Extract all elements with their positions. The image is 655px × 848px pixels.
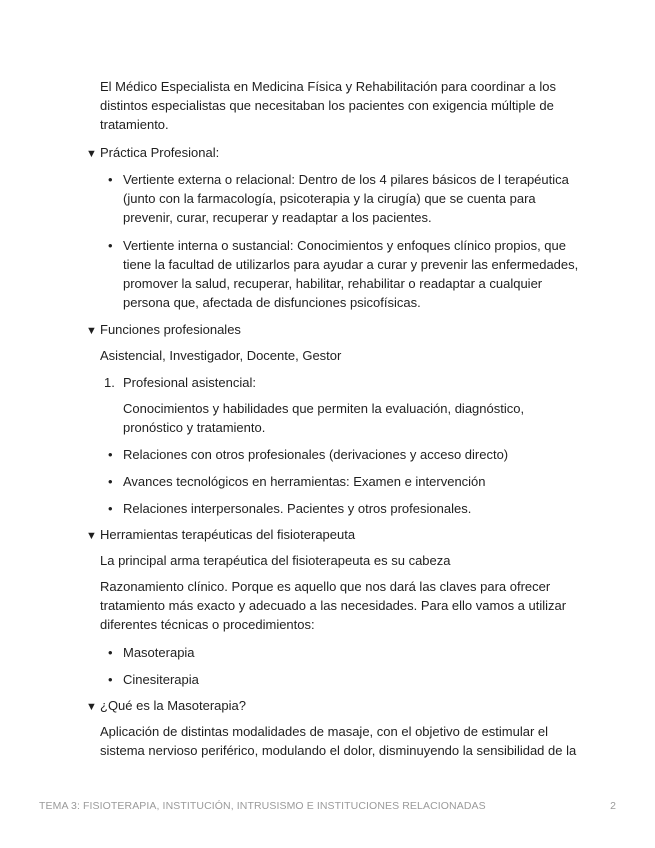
footer-title: TEMA 3: FISIOTERAPIA, INSTITUCIÓN, INTRUSISMO E INSTITUCIONES RELACIONADAS <box>39 800 486 812</box>
bullet-icon: • <box>108 474 113 489</box>
numbered-detail-line-1: Conocimientos y habilidades que permiten la evaluación, diagnóstico, <box>123 401 525 416</box>
practica-bullet-2-line-2: tiene la facultad de utilizarlos para ayudar a curar y prevenir las enfermedades, <box>123 257 579 272</box>
toggle-que-es-masoterapia[interactable] <box>86 696 246 718</box>
bullet-icon: • <box>108 172 113 187</box>
bullet-icon: • <box>108 238 113 253</box>
page-number: 2 <box>610 800 616 812</box>
intro-line-3: tratamiento. <box>100 117 169 132</box>
intro-line-1: El Médico Especialista en Medicina Física y Rehabilitación para coordinar a los <box>100 79 556 94</box>
herramientas-para-1: La principal arma terapéutica del fisioterapeuta es su cabeza <box>100 553 451 568</box>
funciones-bullet-2: Avances tecnológicos en herramientas: Examen e intervención <box>123 474 486 489</box>
herramientas-para-2-line-2: tratamiento más exacto y adecuado a las necesidades. Para ello vamos a utilizar <box>100 598 567 613</box>
funciones-summary: Asistencial, Investigador, Docente, Gestor <box>100 348 342 363</box>
bullet-icon: • <box>108 447 113 462</box>
practica-bullet-1-line-2: (junto con la farmacología, psicoterapia y la cirugía) que se cuenta para <box>123 191 536 206</box>
herramientas-bullet-1: Masoterapia <box>123 645 195 660</box>
masoterapia-para-line-2: sistema nervioso periférico, modulando el dolor, disminuyendo la sensibilidad de la <box>100 743 577 758</box>
practica-bullet-2-line-3: promover la salud, recuperar, habilitar, rehabilitar o readaptar a cualquier <box>123 276 543 291</box>
bullet-icon: • <box>108 501 113 516</box>
toggle-practica-profesional[interactable] <box>86 143 219 165</box>
masoterapia-para-line-1: Aplicación de distintas modalidades de masaje, con el objetivo de estimular el <box>100 724 549 739</box>
triangle-down-icon: ▼ <box>86 325 97 337</box>
triangle-down-icon: ▼ <box>86 701 97 713</box>
funciones-bullet-1: Relaciones con otros profesionales (derivaciones y acceso directo) <box>123 447 509 462</box>
triangle-down-icon: ▼ <box>86 530 97 542</box>
toggle-heading: Funciones profesionales <box>100 322 241 337</box>
toggle-herramientas-terapeuticas[interactable] <box>86 525 355 547</box>
herramientas-para-2-line-1: Razonamiento clínico. Porque es aquello que nos dará las claves para ofrecer <box>100 579 551 594</box>
practica-bullet-1-line-1: Vertiente externa o relacional: Dentro de los 4 pilares básicos de l terapéutica <box>123 172 569 187</box>
herramientas-para-2-line-3: diferentes técnicas o procedimientos: <box>100 617 315 632</box>
triangle-down-icon: ▼ <box>86 148 97 160</box>
toggle-heading: Herramientas terapéuticas del fisioterapeuta <box>100 527 356 542</box>
bullet-icon: • <box>108 645 113 660</box>
practica-bullet-1-line-3: prevenir, curar, recuperar y readaptar a los pacientes. <box>123 210 432 225</box>
toggle-funciones-profesionales[interactable] <box>86 320 241 342</box>
toggle-heading: Práctica Profesional: <box>100 145 220 160</box>
intro-line-2: distintos especialistas que necesitaban los pacientes con exigencia múltiple de <box>100 98 554 113</box>
toggle-heading: ¿Qué es la Masoterapia? <box>100 698 246 713</box>
list-number: 1. <box>104 375 115 390</box>
numbered-detail-line-2: pronóstico y tratamiento. <box>123 420 266 435</box>
practica-bullet-2-line-4: persona que, afectada de disfunciones psicofísicas. <box>123 295 421 310</box>
funciones-bullet-3: Relaciones interpersonales. Pacientes y otros profesionales. <box>123 501 472 516</box>
bullet-icon: • <box>108 672 113 687</box>
herramientas-bullet-2: Cinesiterapia <box>123 672 199 687</box>
numbered-item-label: Profesional asistencial: <box>123 375 256 390</box>
practica-bullet-2-line-1: Vertiente interna o sustancial: Conocimientos y enfoques clínico propios, que <box>123 238 566 253</box>
